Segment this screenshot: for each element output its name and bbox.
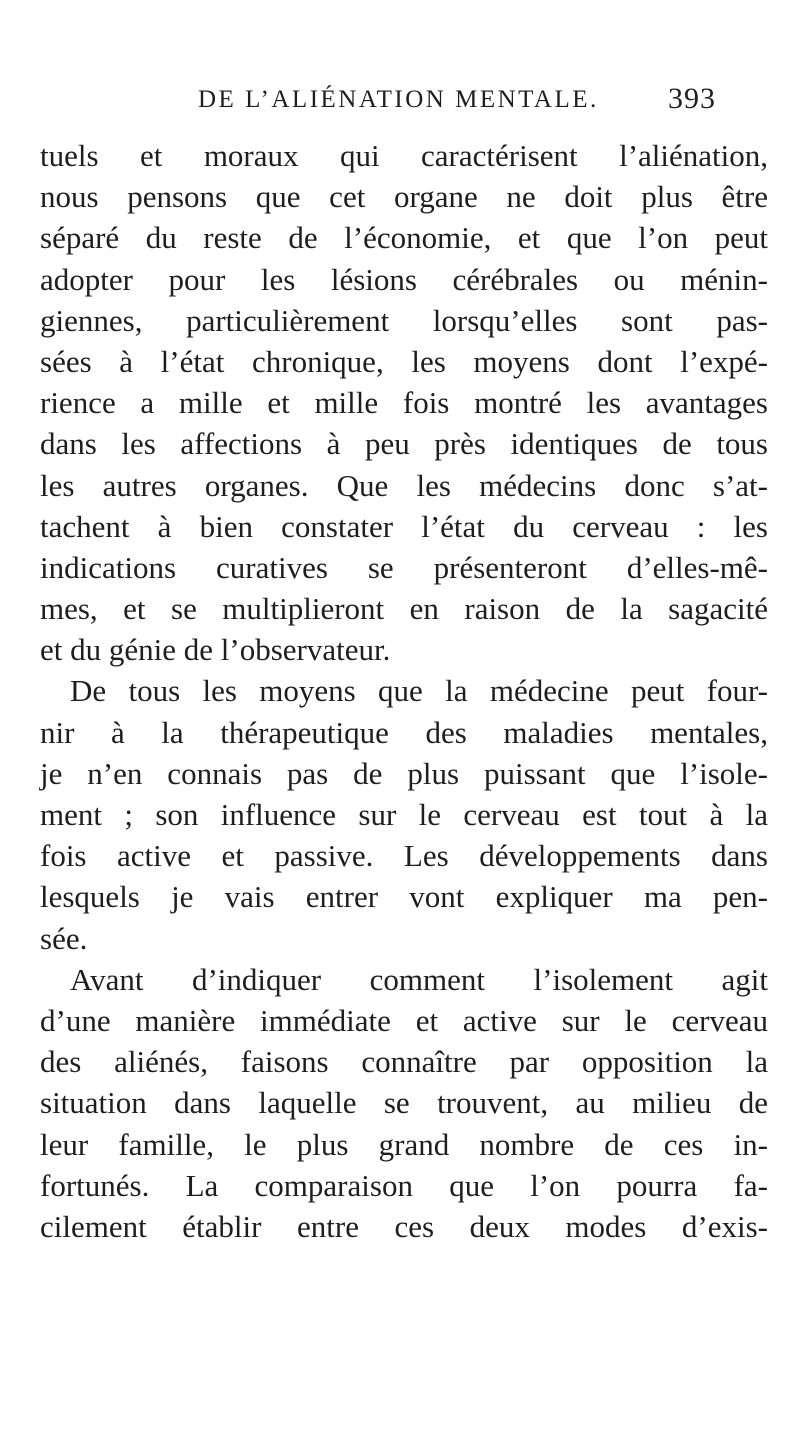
text-line: des aliénés, faisons connaître par opposition la — [40, 1044, 768, 1080]
text-line: cilement établir entre ces deux modes d’exis- — [40, 1208, 768, 1244]
text-line: nir à la thérapeutique des maladies mentales, — [40, 714, 768, 750]
text-line: leur famille, le plus grand nombre de ces in- — [40, 1126, 768, 1162]
text-line: sées à l’état chronique, les moyens dont l’expé- — [40, 343, 768, 379]
body-text — [40, 135, 768, 1247]
text-line: lesquels je vais entrer vont expliquer ma pen- — [40, 879, 768, 915]
text-line: indications curatives se présenteront d’elles-mê- — [40, 549, 768, 585]
text-line: dans les affections à peu près identiques de tous — [40, 426, 768, 462]
text-line: adopter pour les lésions cérébrales ou ménin- — [40, 261, 768, 297]
text-line: mes, et se multiplieront en raison de la sagacité — [40, 591, 768, 627]
running-head — [198, 82, 758, 126]
running-title: DE L’ALIÉNATION MENTALE. — [198, 86, 599, 113]
text-line: sée. — [40, 920, 88, 956]
text-line: ment ; son influence sur le cerveau est tout à la — [40, 797, 768, 832]
text-line: fois active et passive. Les développements dans — [40, 838, 768, 874]
text-line: situation dans laquelle se trouvent, au milieu de — [40, 1085, 768, 1121]
text-line: nous pensons que cet organe ne doit plus être — [40, 179, 768, 215]
paragraph-start-line: De tous les moyens que la médecine peut four- — [70, 673, 768, 709]
text-line: tuels et moraux qui caractérisent l’aliénation, — [40, 138, 768, 173]
text-line: les autres organes. Que les médecins donc s’at- — [40, 467, 768, 503]
text-line: tachent à bien constater l’état du cerveau : les — [40, 508, 768, 544]
text-line: séparé du reste de l’économie, et que l’on peut — [40, 220, 768, 256]
text-line: giennes, particulièrement lorsqu’elles sont pas- — [40, 302, 768, 338]
text-line: je n’en connais pas de plus puissant que l’isole- — [40, 755, 768, 791]
paragraph-start-line: Avant d’indiquer comment l’isolement agit — [70, 961, 768, 997]
page-number: 393 — [668, 82, 716, 115]
text-line: et du génie de l’observateur. — [40, 632, 391, 668]
text-line: fortunés. La comparaison que l’on pourra fa- — [40, 1167, 768, 1203]
text-line: rience a mille et mille fois montré les avantages — [40, 385, 768, 421]
text-line: d’une manière immédiate et active sur le cerveau — [40, 1002, 768, 1038]
